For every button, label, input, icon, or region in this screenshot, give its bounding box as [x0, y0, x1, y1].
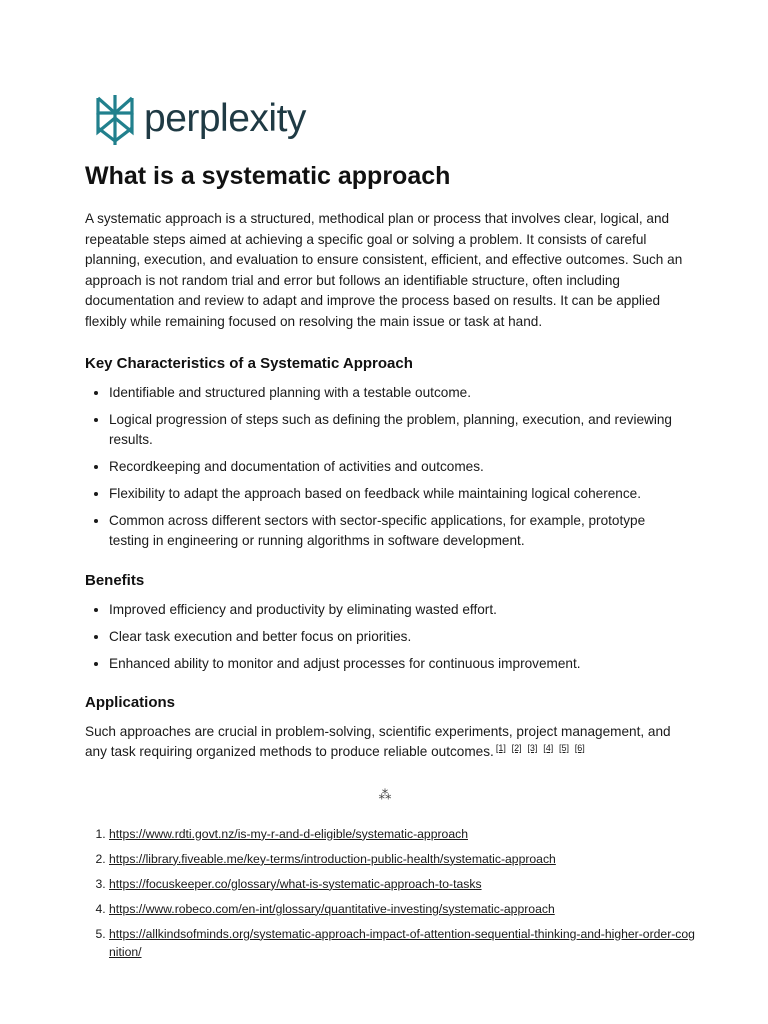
- answer-content: [85, 160, 695, 968]
- key-characteristics-list: [85, 383, 685, 551]
- reference-link[interactable]: https://allkindsofminds.org/systematic-approach-impact-of-attention-sequential-thinking-and-higher-order-cognition/: [109, 926, 695, 959]
- list-item: • Clear task execution and better focus on priorities.: [109, 627, 685, 647]
- citation-link-6[interactable]: [6]: [574, 743, 585, 754]
- reference-item: [109, 850, 701, 868]
- list-item: • Common across different sectors with sector-specific applications, for example, prototype testing in engineering or running algorithms in software development.: [109, 511, 685, 551]
- reference-item: [109, 875, 701, 893]
- applications-paragraph: [85, 722, 685, 763]
- citation-link-5[interactable]: [5]: [559, 743, 570, 754]
- reference-link[interactable]: https://library.fiveable.me/key-terms/introduction-public-health/systematic-approach: [109, 851, 556, 866]
- reference-item: [109, 925, 701, 961]
- reference-link[interactable]: https://www.rdti.govt.nz/is-my-r-and-d-eligible/systematic-approach: [109, 826, 468, 841]
- list-item: • Improved efficiency and productivity by eliminating wasted effort.: [109, 600, 685, 620]
- page-title: What is a systematic approach: [85, 162, 451, 190]
- list-item: • Flexibility to adapt the approach based on feedback while maintaining logical coherence.: [109, 484, 685, 504]
- perplexity-logo: [94, 94, 306, 146]
- key-characteristics-heading: Key Characteristics of a Systematic Approach: [85, 354, 413, 372]
- benefits-list: [85, 600, 685, 674]
- list-item: • Identifiable and structured planning with a testable outcome.: [109, 383, 685, 403]
- intro-paragraph: A systematic approach is a structured, methodical plan or process that involves clear, logical, and repeatable steps aimed at achieving a specific goal or solving a problem. It consists of careful planning, execution, and evaluation to ensure consistent, efficient, and effective outcomes. Such an approach is not random trial and error but follows an identifiable structure, often including documentation and review to adapt and improve the process based on results. It can be applied flexibly while remaining focused on resolving the main issue or task at hand.: [85, 211, 683, 329]
- applications-heading: Applications: [85, 693, 176, 711]
- benefits-heading: Benefits: [85, 571, 145, 589]
- reference-link[interactable]: https://focuskeeper.co/glossary/what-is-systematic-approach-to-tasks: [109, 876, 482, 891]
- section-divider: ⁂: [378, 786, 392, 802]
- reference-item: [109, 825, 701, 843]
- reference-item: [109, 900, 701, 918]
- citation-link-2[interactable]: [2]: [511, 743, 522, 754]
- applications-text: Such approaches are crucial in problem-solving, scientific experiments, project management, and any task requiring organized methods to produce reliable outcomes.: [85, 723, 671, 760]
- perplexity-logo-icon: [94, 94, 136, 146]
- citation-link-3[interactable]: [3]: [527, 743, 538, 754]
- citation-link-4[interactable]: [4]: [543, 743, 554, 754]
- perplexity-logo-text: perplexity: [144, 96, 306, 140]
- list-item: • Logical progression of steps such as defining the problem, planning, execution, and reviewing results.: [109, 410, 685, 450]
- list-item: • Enhanced ability to monitor and adjust processes for continuous improvement.: [109, 654, 685, 674]
- reference-link[interactable]: https://www.robeco.com/en-int/glossary/quantitative-investing/systematic-approach: [109, 901, 555, 916]
- list-item: • Recordkeeping and documentation of activities and outcomes.: [109, 457, 685, 477]
- references-list: [85, 825, 701, 961]
- citation-link-1[interactable]: [1]: [495, 743, 506, 754]
